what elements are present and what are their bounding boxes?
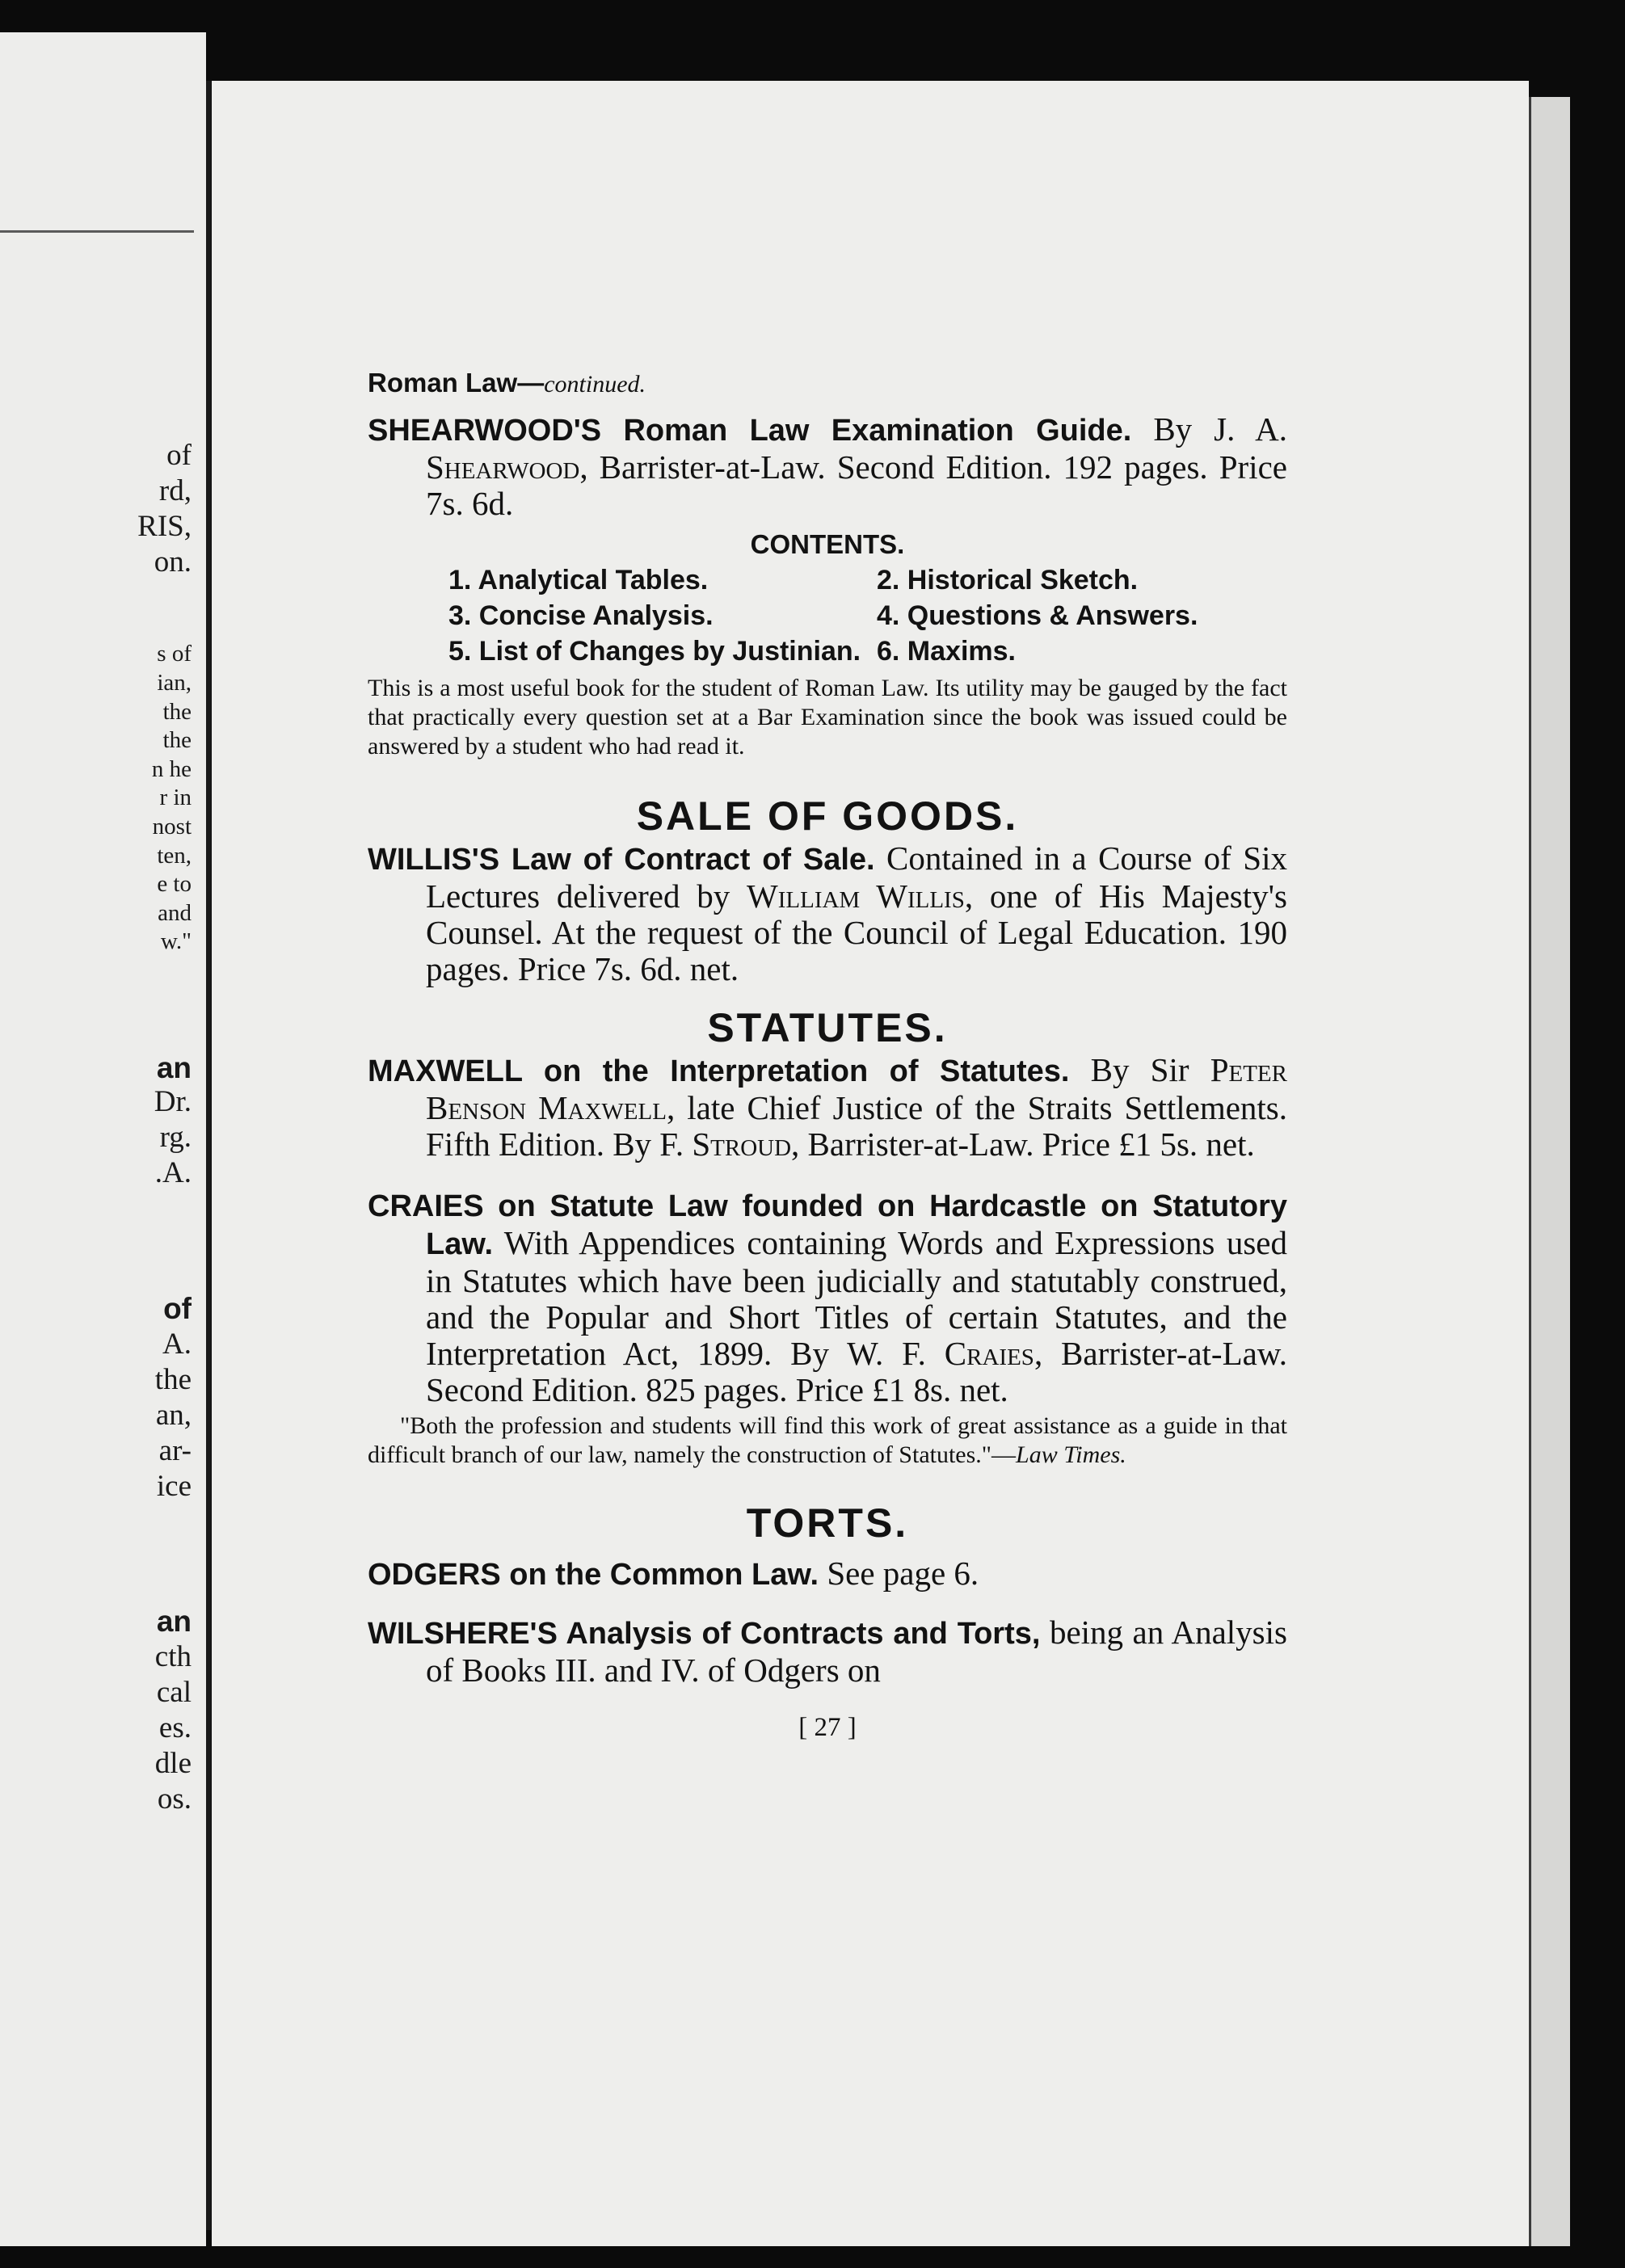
entry-craies: CRAIES on Statute Law founded on Hardcastle on Statutory Law. With Appendices containing Words and Expressions used in Statutes which have been judicially and statutably construed, and the Popular and Short Titles of certain Statutes, and the Interpretation Act, 1899. By W. F. Craies, Barrister-at-Law. Second Edition. 825 pages. Price £1 8s. net. bbox=[368, 1189, 1288, 1408]
facing-page-text-fragment: .A. bbox=[154, 1156, 192, 1189]
contents-item: 2. Historical Sketch. bbox=[877, 565, 1139, 595]
entry-heading: WILSHERE'S Analysis of Contracts and Torts, bbox=[368, 1617, 1041, 1651]
facing-page-text-fragment: the bbox=[162, 727, 192, 753]
facing-page-text-fragment: RIS, bbox=[137, 510, 192, 543]
facing-page-fragment bbox=[0, 32, 206, 2246]
facing-page-text-fragment: the bbox=[154, 1363, 192, 1396]
facing-page-text-fragment: os. bbox=[157, 1782, 192, 1816]
contents-item: 3. Concise Analysis. bbox=[448, 600, 714, 631]
facing-page-text-fragment: ian, bbox=[157, 670, 192, 696]
page-gutter bbox=[206, 81, 211, 2230]
facing-page-text-fragment: the bbox=[162, 699, 192, 725]
facing-page-text-fragment: an bbox=[156, 1605, 192, 1638]
contents-item: 5. List of Changes by Justinian. bbox=[448, 636, 861, 667]
page-content bbox=[368, 368, 1287, 1743]
facing-page-text-fragment: s of bbox=[157, 641, 192, 667]
contents-item: 4. Questions & Answers. bbox=[877, 600, 1198, 631]
facing-page-text-fragment: cth bbox=[154, 1640, 192, 1673]
craies-review-quote: "Both the profession and students will find this work of great assistance as a guide in that difficult branch of our law, namely the construction of Statutes."—Law Times. bbox=[368, 1412, 1287, 1468]
entry-heading: CRAIES on Statute Law founded on Hardcastle on Statutory Law. bbox=[368, 1189, 1287, 1261]
next-page-edge bbox=[1529, 97, 1570, 2246]
author-name: Craies bbox=[944, 1335, 1034, 1372]
facing-page-text-fragment: ten, bbox=[157, 843, 192, 869]
facing-page-text-fragment: es. bbox=[158, 1711, 192, 1744]
facing-page-text-fragment: and bbox=[158, 900, 192, 926]
facing-page-text-fragment: cal bbox=[156, 1676, 192, 1709]
facing-page-text-fragment: an, bbox=[155, 1399, 192, 1432]
entry-heading: SHEARWOOD'S Roman Law Examination Guide. bbox=[368, 414, 1132, 448]
editor-name: Stroud bbox=[692, 1126, 792, 1163]
contents-item: 1. Analytical Tables. bbox=[448, 565, 709, 595]
entry-heading: MAXWELL on the Interpretation of Statutes. bbox=[368, 1054, 1070, 1088]
facing-page-text-fragment: of bbox=[163, 1292, 192, 1325]
contents-title: CONTENTS. bbox=[750, 529, 905, 559]
facing-page-text-fragment: n he bbox=[151, 756, 192, 782]
entry-maxwell: MAXWELL on the Interpretation of Statutes. By Sir Peter Benson Maxwell, late Chief Justice of the Straits Settlements. Fifth Edition. By F. Stroud, Barrister-at-Law. Price £1 5s. net. bbox=[368, 1051, 1288, 1163]
facing-page-text-fragment: Dr. bbox=[154, 1085, 192, 1118]
entry-odgers: ODGERS on the Common Law. See page 6. bbox=[368, 1555, 979, 1592]
entry-shearwood: SHEARWOOD'S Roman Law Examination Guide. By J. A. Shearwood, Barrister-at-Law. Second Edition. 192 pages. Price 7s. 6d. bbox=[368, 410, 1287, 522]
facing-page-text-fragment: on. bbox=[154, 545, 192, 579]
section-heading-sale-of-goods: SALE OF GOODS. bbox=[636, 793, 1019, 839]
running-head: Roman Law—continued. bbox=[368, 368, 646, 398]
contents-item: 6. Maxims. bbox=[877, 636, 1016, 667]
facing-page-text-fragment: ice bbox=[156, 1470, 192, 1503]
facing-page-text-fragment: e to bbox=[157, 871, 192, 897]
facing-page-text-fragment: of bbox=[166, 439, 192, 472]
facing-page-text-fragment: dle bbox=[154, 1747, 192, 1780]
author-name: William Willis bbox=[747, 877, 965, 915]
page-number: [ 27 ] bbox=[798, 1713, 857, 1742]
facing-page-rule bbox=[0, 230, 194, 233]
facing-page-text-fragment: an bbox=[156, 1051, 192, 1084]
author-name: Shearwood bbox=[426, 448, 580, 486]
facing-page-text-fragment: nost bbox=[152, 814, 192, 839]
entry-willis: WILLIS'S Law of Contract of Sale. Contained in a Course of Six Lectures delivered by William Willis, one of His Majesty's Counsel. At the request of the Council of Legal Education. 190 pages. Price 7s. 6d. net. bbox=[368, 839, 1287, 987]
entry-heading: ODGERS on the Common Law. bbox=[368, 1558, 819, 1592]
contents-list bbox=[448, 562, 1287, 669]
facing-page-text-fragment: r in bbox=[159, 785, 192, 810]
facing-page-text-fragment: ar- bbox=[158, 1434, 192, 1467]
facing-page-text-fragment: rg. bbox=[159, 1121, 192, 1154]
entry-heading: WILLIS'S Law of Contract of Sale. bbox=[368, 843, 875, 877]
section-heading-statutes: STATUTES. bbox=[707, 1005, 948, 1050]
entry-wilshere: WILSHERE'S Analysis of Contracts and Torts, being an Analysis of Books III. and IV. of Odgers on bbox=[368, 1614, 1287, 1689]
quote-source: Law Times. bbox=[1016, 1441, 1126, 1468]
facing-page-text-fragment: A. bbox=[162, 1328, 192, 1361]
facing-page-text-fragment: rd, bbox=[158, 474, 192, 507]
facing-page-text-fragment: w." bbox=[160, 928, 192, 954]
author-name: Peter Benson Maxwell bbox=[426, 1051, 1287, 1126]
section-heading-torts: TORTS. bbox=[746, 1500, 909, 1546]
shearwood-note: This is a most useful book for the student of Roman Law. Its utility may be gauged by the fact that practically every question set at a Bar Examination since the book was issued could be answered by a student who had read it. bbox=[368, 675, 1287, 760]
